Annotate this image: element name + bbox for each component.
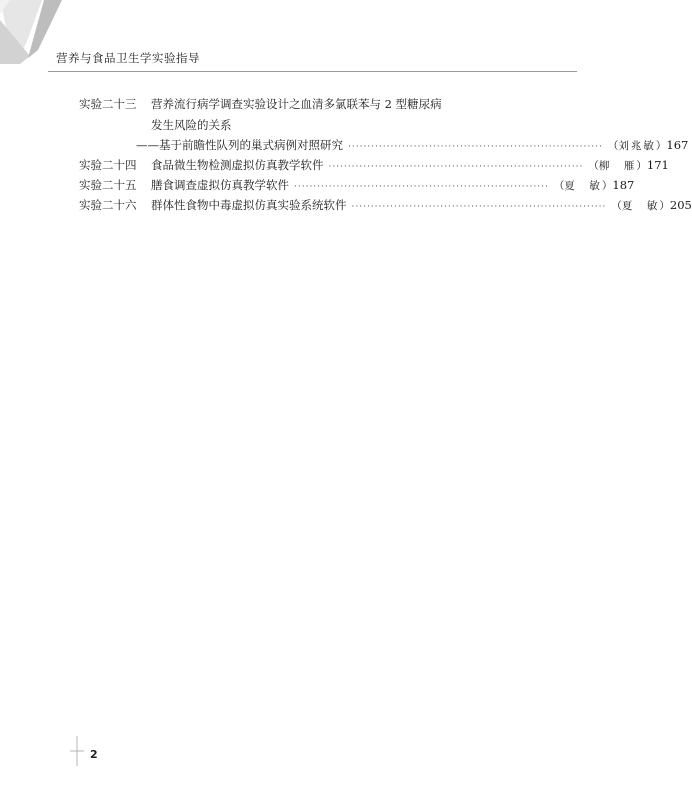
toc-entry-23-subtitle — [136, 137, 689, 155]
toc-author-name: 柳 雁 — [598, 160, 637, 172]
page-number: 2 — [90, 748, 98, 761]
toc-entry-author: （夏 敏） — [611, 200, 670, 212]
toc-entry-23-continuation — [151, 117, 232, 133]
toc-entry-23 — [79, 96, 442, 112]
toc-entry-author: （柳 雁） — [588, 160, 647, 172]
toc-entry-number: 实验二十五 — [79, 178, 137, 192]
toc-leader-dots: ·································································· — [351, 202, 607, 212]
folio-mark — [70, 736, 86, 766]
toc-entry-number: 实验二十四 — [79, 158, 137, 172]
toc-entry-page: 171 — [646, 158, 669, 172]
toc-leader-dots: ·································································· — [328, 162, 584, 172]
toc-entry-page: 167 — [666, 138, 689, 152]
toc-author-name: 夏 敏 — [564, 180, 602, 192]
toc-entry-title: 群体性食物中毒虚拟仿真实验系统软件 — [151, 198, 347, 212]
toc-entry-author: （刘兆敏） — [607, 140, 667, 152]
toc-author-name: 刘兆敏 — [618, 140, 656, 152]
toc-entry-title: 发生风险的关系 — [151, 118, 232, 132]
toc-entry-title: 食品微生物检测虚拟仿真教学软件 — [151, 158, 324, 172]
toc-leader-dots: ·································································· — [348, 142, 603, 152]
toc-entry-page: 187 — [612, 178, 635, 192]
toc-entry-number: 实验二十三 — [79, 97, 137, 111]
running-head: 营养与食品卫生学实验指导 — [56, 51, 200, 65]
toc-leader-dots: ·································································· — [294, 182, 549, 192]
toc-entry-title: 膳食调查虚拟仿真教学软件 — [151, 178, 289, 192]
toc-entry-subtitle: ——基于前瞻性队列的巢式病例对照研究 — [136, 138, 343, 152]
toc-entry-25 — [79, 177, 635, 195]
header-rule — [48, 71, 577, 72]
toc-entry-24 — [79, 157, 669, 175]
toc-author-name: 夏 敏 — [621, 200, 660, 212]
toc-entry-26 — [79, 197, 692, 215]
toc-entry-author: （夏 敏） — [553, 180, 613, 192]
toc-entry-title: 营养流行病学调查实验设计之血清多氯联苯与 2 型糖尿病 — [151, 97, 442, 111]
toc-entry-page: 205 — [669, 198, 692, 212]
toc-entry-number: 实验二十六 — [79, 198, 137, 212]
